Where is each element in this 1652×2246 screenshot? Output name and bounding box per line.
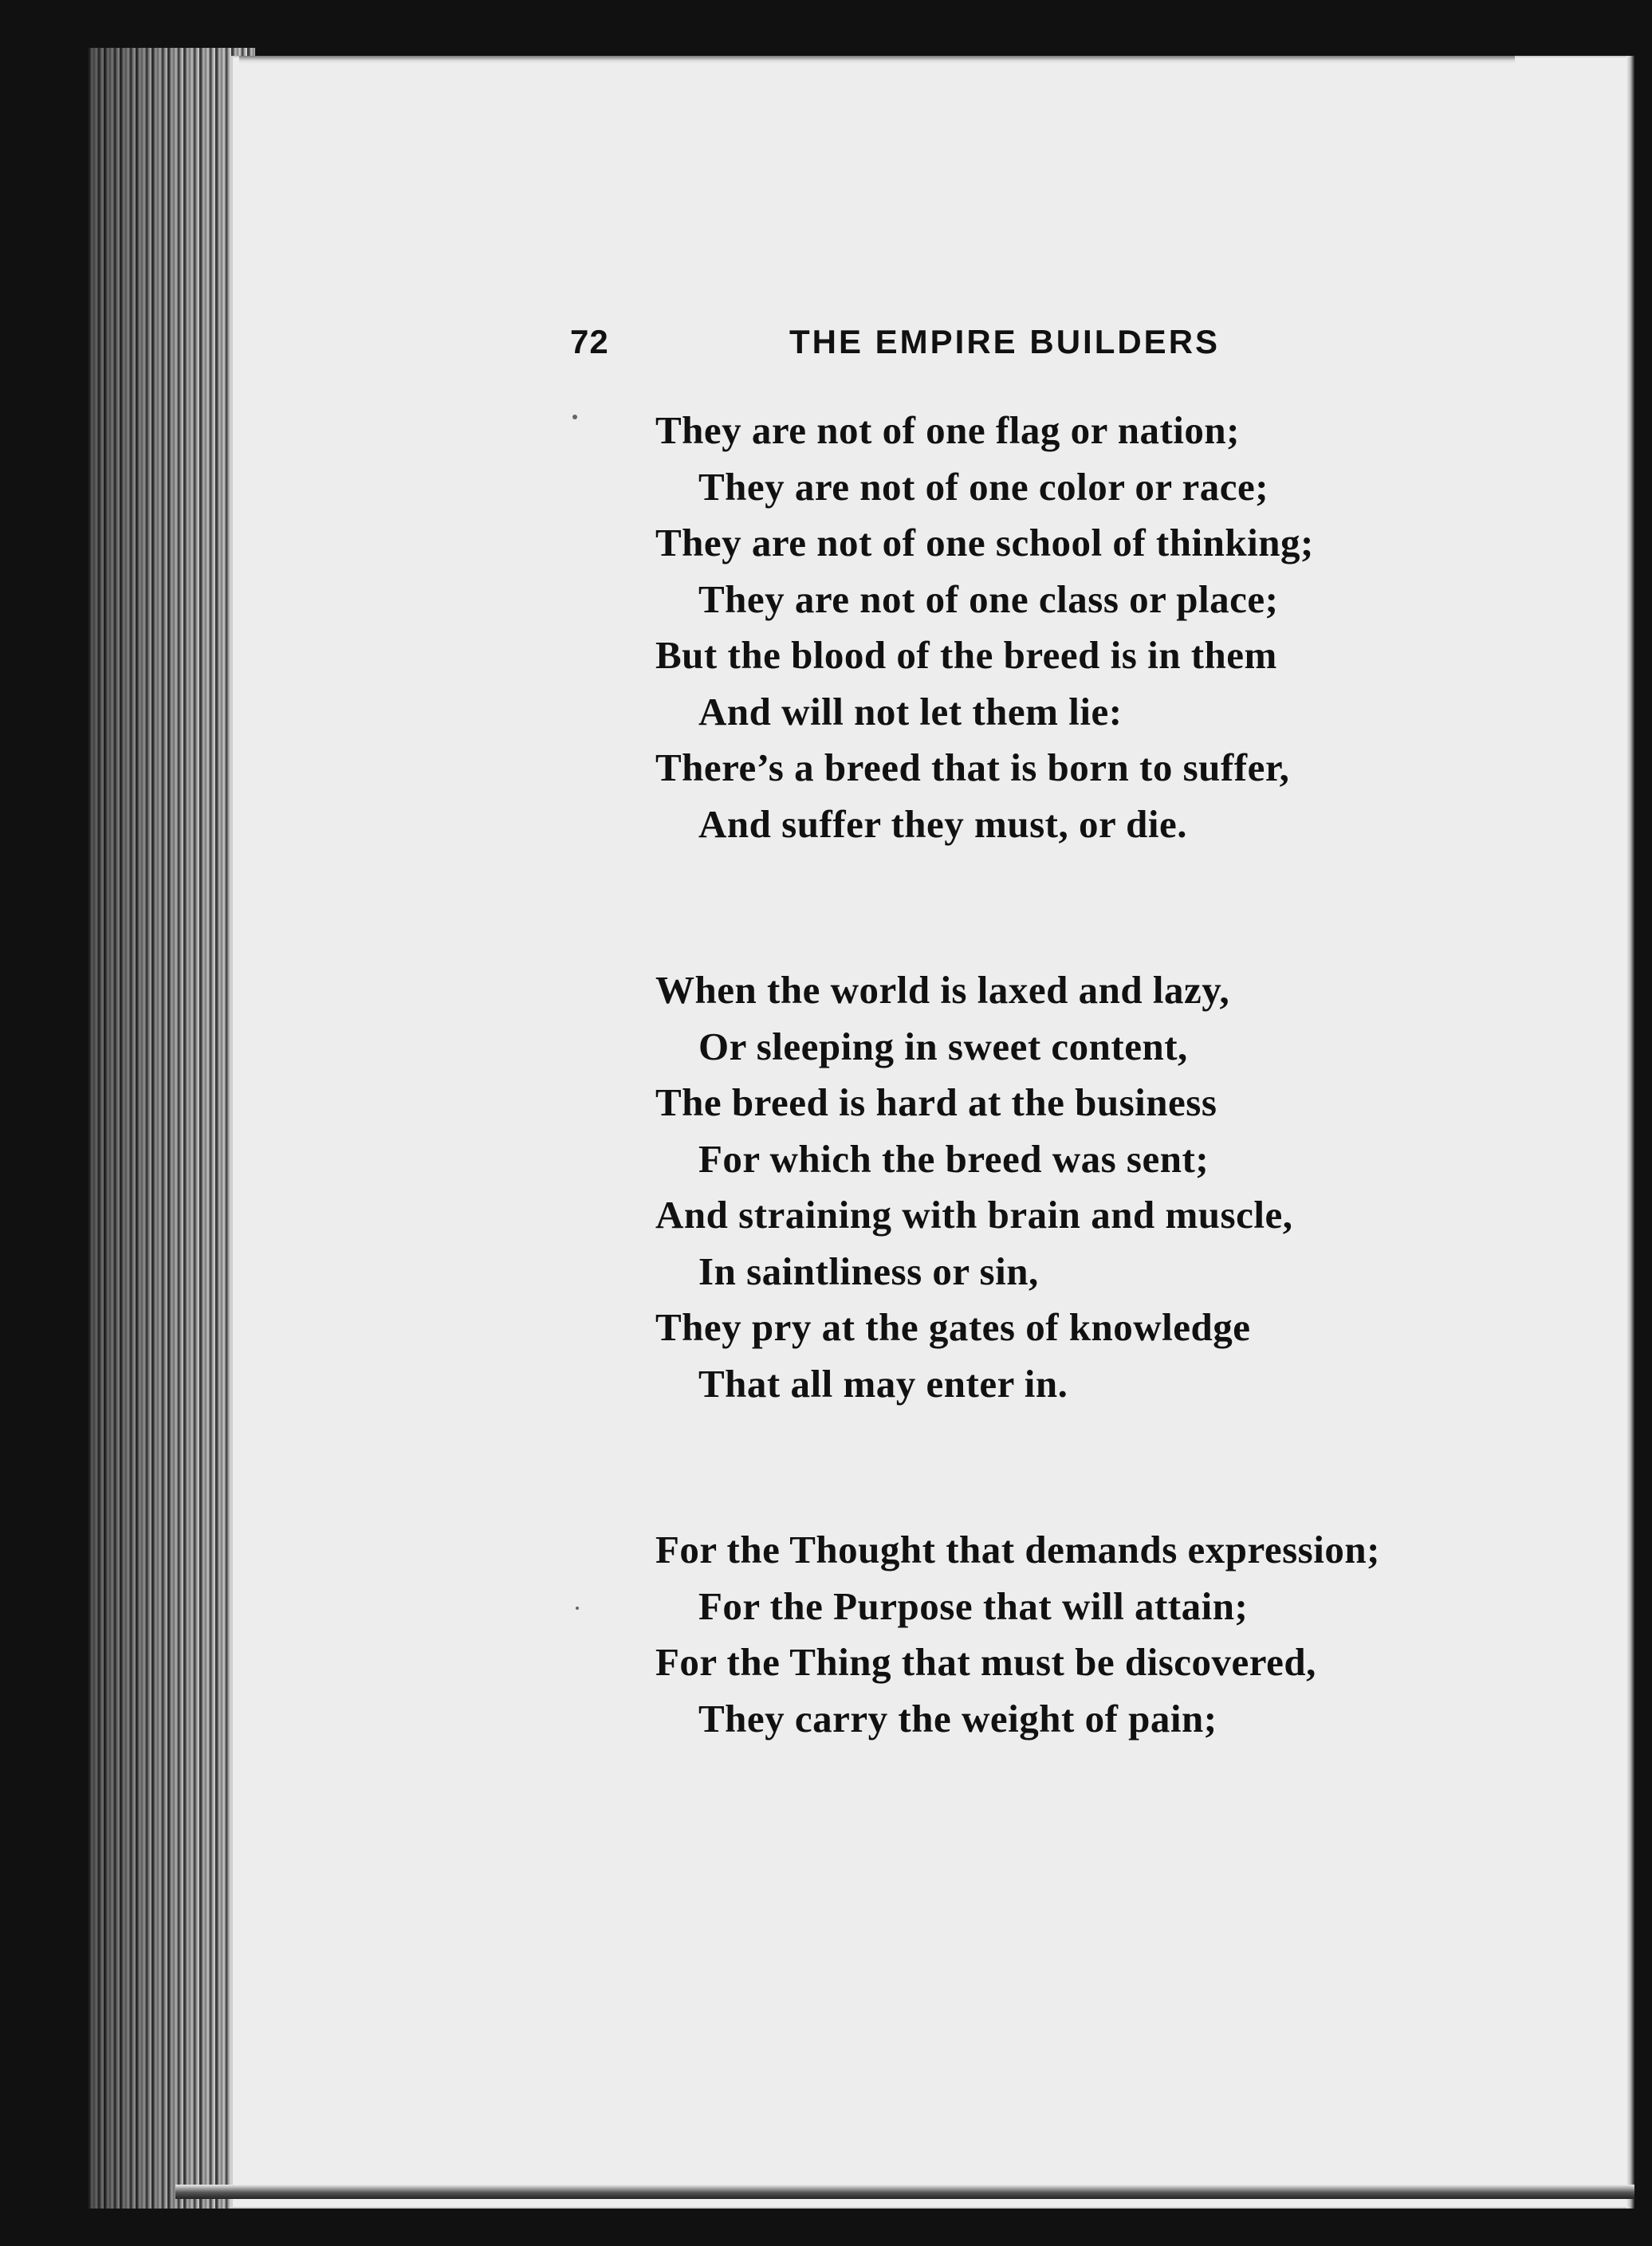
poem-line: They are not of one flag or nation;: [655, 408, 1240, 452]
poem: [655, 403, 1612, 1747]
poem-line: They pry at the gates of knowledge: [655, 1305, 1251, 1349]
poem-line: And suffer they must, or die.: [698, 801, 1187, 846]
poem-line: When the world is laxed and lazy,: [655, 968, 1230, 1012]
poem-line: Or sleeping in sweet content,: [698, 1024, 1188, 1068]
stanza: [655, 1522, 1612, 1747]
poem-line: They are not of one school of thinking;: [655, 521, 1314, 564]
poem-line: They carry the weight of pain;: [698, 1696, 1217, 1741]
poem-line: There’s a breed that is born to suffer,: [655, 745, 1290, 789]
poem-line: For the Purpose that will attain;: [698, 1583, 1249, 1628]
poem-line: In saintliness or sin,: [698, 1249, 1039, 1293]
poem-line: The breed is hard at the business: [655, 1080, 1217, 1124]
scan-speck: [576, 1607, 579, 1610]
poem-line: But the blood of the breed is in them: [655, 633, 1277, 677]
running-title: THE EMPIRE BUILDERS: [789, 323, 1221, 360]
poem-line: That all may enter in.: [698, 1361, 1068, 1406]
poem-line: And will not let them lie:: [698, 689, 1123, 734]
poem-line: For the Thing that must be discovered,: [655, 1640, 1316, 1684]
stanza: [655, 962, 1612, 1412]
page-bottom-edge: [175, 2185, 1634, 2199]
scan-speck: [572, 415, 577, 419]
poem-line: For the Thought that demands expression;: [655, 1528, 1380, 1571]
poem-line: They are not of one color or race;: [698, 464, 1269, 509]
page-right-edge: [1626, 56, 1634, 2209]
book-page-edges: [88, 48, 255, 2209]
poem-line: For which the breed was sent;: [698, 1136, 1210, 1181]
poem-line: They are not of one class or place;: [698, 576, 1279, 621]
stanza: [655, 403, 1612, 852]
page-number: 72: [570, 323, 609, 360]
running-head: [0, 323, 1652, 371]
page-top-edge: [239, 56, 1515, 64]
poem-line: And straining with brain and muscle,: [655, 1193, 1293, 1237]
